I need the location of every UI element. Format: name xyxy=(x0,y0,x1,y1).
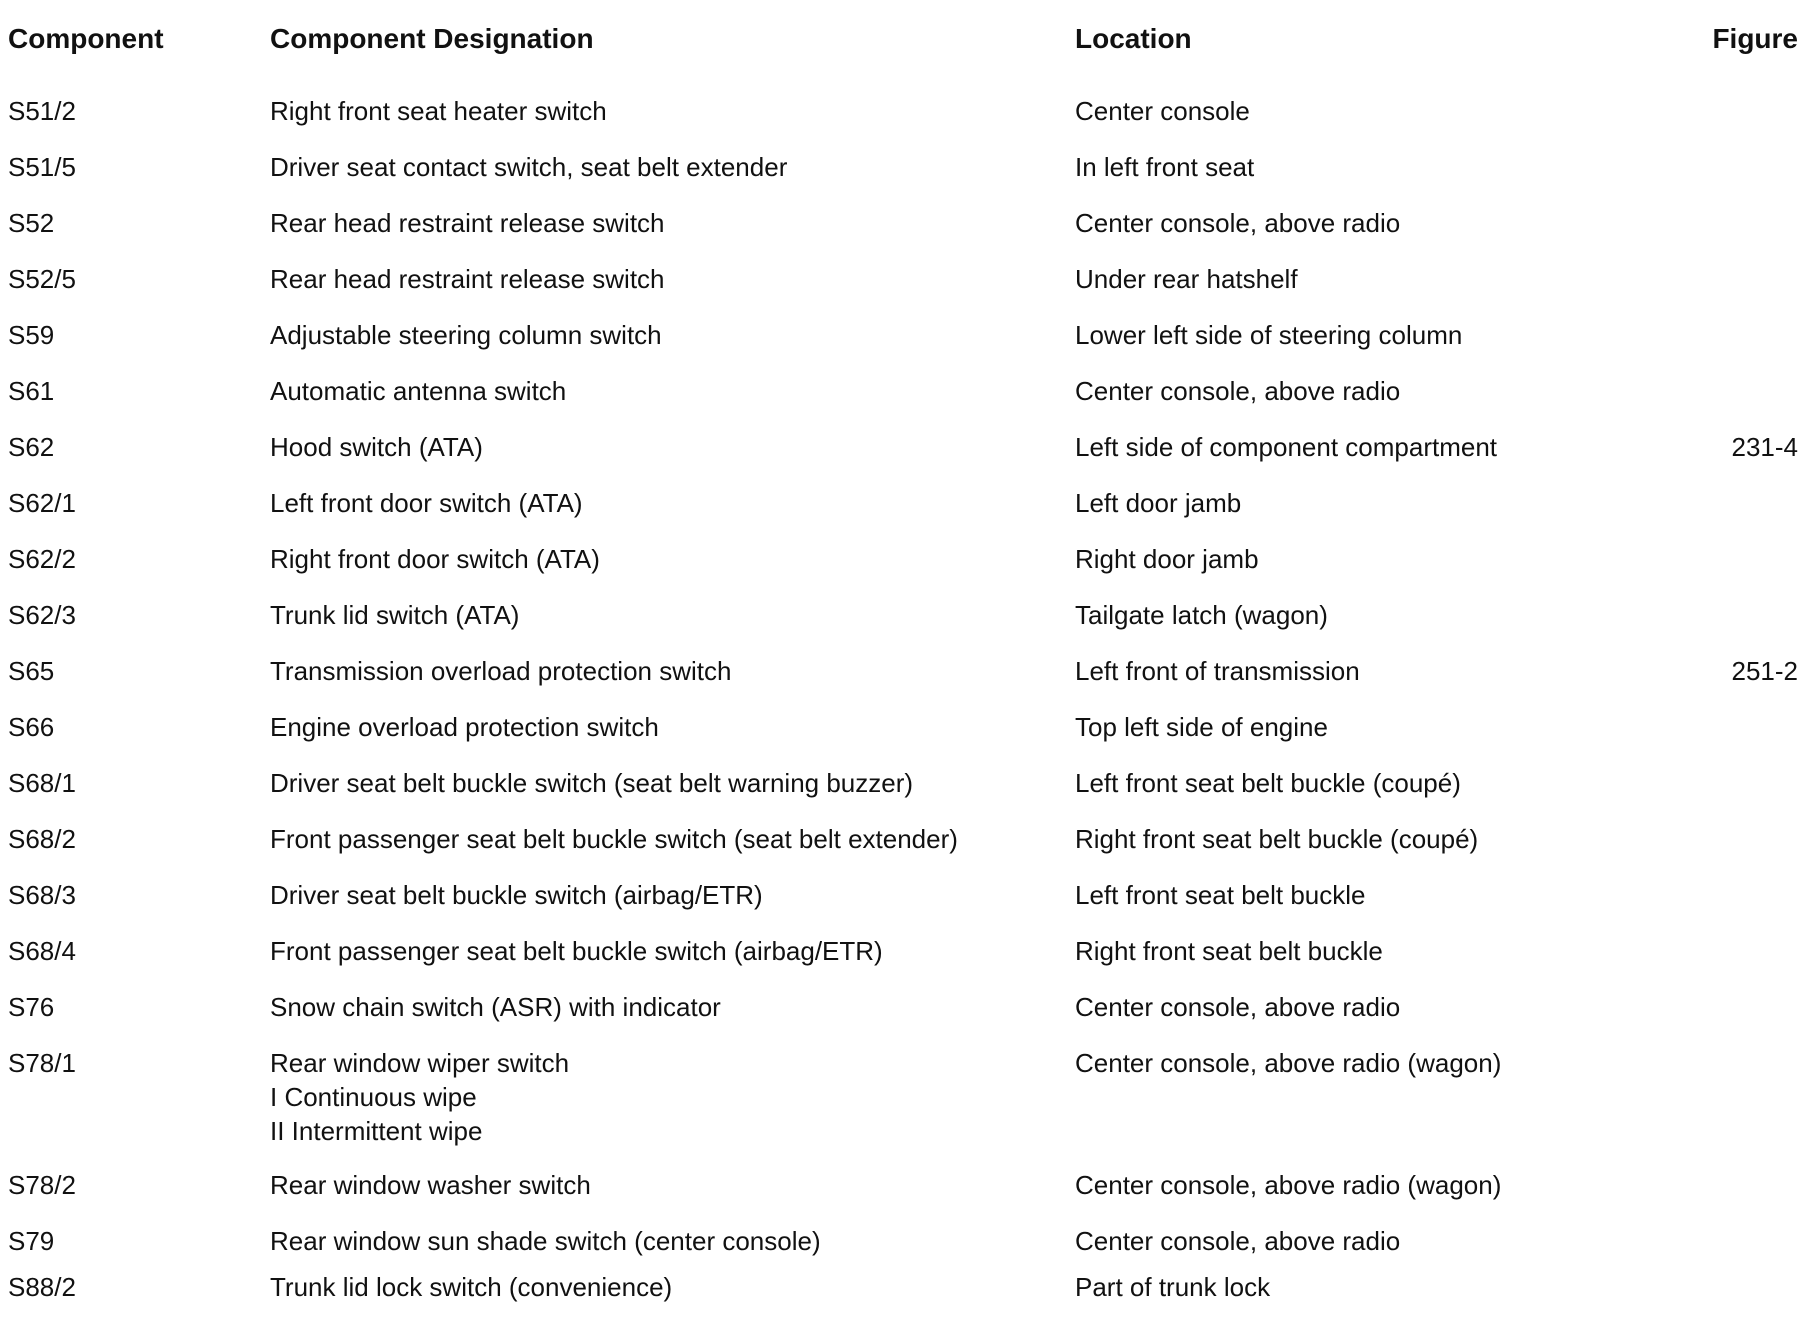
table-row xyxy=(0,94,1810,150)
component-location: Center console, above radio xyxy=(1075,208,1401,238)
component-location: Center console, above radio xyxy=(1075,1226,1401,1256)
component-location: Center console, above radio (wagon) xyxy=(1075,1048,1502,1078)
designation-line: Rear window wiper switch xyxy=(270,1048,570,1078)
table-row xyxy=(0,318,1810,374)
component-designation: Driver seat belt buckle switch (seat belt warning buzzer) xyxy=(270,768,914,798)
component-location: Left front seat belt buckle (coupé) xyxy=(1075,768,1461,798)
component-code: S62/1 xyxy=(8,488,76,518)
component-location: Part of trunk lock xyxy=(1075,1272,1271,1302)
table-row xyxy=(0,542,1810,598)
component-designation: Transmission overload protection switch xyxy=(270,656,732,686)
component-designation: Driver seat belt buckle switch (airbag/ETR) xyxy=(270,880,763,910)
table-row xyxy=(0,598,1810,654)
component-code: S76 xyxy=(8,992,55,1022)
table-row xyxy=(0,1270,1810,1326)
table-row xyxy=(0,1168,1810,1224)
component-code: S78/1 xyxy=(8,1048,76,1078)
component-location: In left front seat xyxy=(1075,152,1255,182)
component-location: Center console, above radio xyxy=(1075,992,1401,1022)
component-code: S66 xyxy=(8,712,55,742)
designation-line: I Continuous wipe xyxy=(270,1082,477,1112)
component-location: Left front seat belt buckle xyxy=(1075,880,1366,910)
component-location: Top left side of engine xyxy=(1075,712,1328,742)
component-designation xyxy=(270,1046,569,1148)
component-location: Center console xyxy=(1075,96,1250,126)
component-designation: Rear head restraint release switch xyxy=(270,208,665,238)
table-row xyxy=(0,710,1810,766)
header-figure: Figure xyxy=(1712,23,1798,54)
component-designation: Right front seat heater switch xyxy=(270,96,607,126)
component-code: S68/3 xyxy=(8,880,76,910)
component-location: Center console, above radio xyxy=(1075,376,1401,406)
component-designation: Front passenger seat belt buckle switch (airbag/ETR) xyxy=(270,936,883,966)
component-code: S88/2 xyxy=(8,1272,76,1302)
component-location: Tailgate latch (wagon) xyxy=(1075,600,1328,630)
component-code: S62/3 xyxy=(8,600,76,630)
table-row xyxy=(0,374,1810,430)
header-component: Component xyxy=(8,23,164,54)
header-designation: Component Designation xyxy=(270,23,594,54)
figure-ref: 251-2 xyxy=(1731,656,1798,686)
table-row xyxy=(0,934,1810,990)
component-designation: Driver seat contact switch, seat belt extender xyxy=(270,152,788,182)
component-designation: Trunk lid lock switch (convenience) xyxy=(270,1272,673,1302)
component-designation: Rear window sun shade switch (center console) xyxy=(270,1226,821,1256)
component-designation: Automatic antenna switch xyxy=(270,376,567,406)
figure-ref: 231-4 xyxy=(1731,432,1798,462)
component-code: S61 xyxy=(8,376,55,406)
component-location: Right door jamb xyxy=(1075,544,1259,574)
component-designation: Rear window washer switch xyxy=(270,1170,591,1200)
component-code: S78/2 xyxy=(8,1170,76,1200)
table-row xyxy=(0,206,1810,262)
table-row xyxy=(0,654,1810,710)
component-location: Left side of component compartment xyxy=(1075,432,1498,462)
table-row xyxy=(0,262,1810,318)
table-row xyxy=(0,990,1810,1046)
component-code: S68/1 xyxy=(8,768,76,798)
table-row xyxy=(0,878,1810,934)
header-location: Location xyxy=(1075,23,1192,54)
designation-line: II Intermittent wipe xyxy=(270,1116,483,1146)
component-location: Right front seat belt buckle (coupé) xyxy=(1075,824,1479,854)
component-designation: Right front door switch (ATA) xyxy=(270,544,600,574)
component-code: S62/2 xyxy=(8,544,76,574)
component-location: Right front seat belt buckle xyxy=(1075,936,1383,966)
component-designation: Rear head restraint release switch xyxy=(270,264,665,294)
component-designation: Hood switch (ATA) xyxy=(270,432,483,462)
component-code: S52/5 xyxy=(8,264,76,294)
component-code: S52 xyxy=(8,208,55,238)
component-code: S59 xyxy=(8,320,55,350)
component-code: S51/5 xyxy=(8,152,76,182)
component-designation: Adjustable steering column switch xyxy=(270,320,662,350)
table-row xyxy=(0,766,1810,822)
component-code: S65 xyxy=(8,656,55,686)
component-designation: Trunk lid switch (ATA) xyxy=(270,600,520,630)
component-designation: Left front door switch (ATA) xyxy=(270,488,583,518)
component-location: Left front of transmission xyxy=(1075,656,1360,686)
component-code: S68/4 xyxy=(8,936,76,966)
component-code: S79 xyxy=(8,1226,55,1256)
table-row xyxy=(0,822,1810,878)
table-row xyxy=(0,486,1810,542)
component-location: Lower left side of steering column xyxy=(1075,320,1463,350)
table-row xyxy=(0,430,1810,486)
component-code: S68/2 xyxy=(8,824,76,854)
table-row xyxy=(0,150,1810,206)
component-location: Left door jamb xyxy=(1075,488,1242,518)
component-designation: Snow chain switch (ASR) with indicator xyxy=(270,992,721,1022)
component-designation: Front passenger seat belt buckle switch (seat belt extender) xyxy=(270,824,958,854)
component-location: Under rear hatshelf xyxy=(1075,264,1298,294)
component-location: Center console, above radio (wagon) xyxy=(1075,1170,1502,1200)
table-row xyxy=(0,1046,1810,1166)
component-code: S51/2 xyxy=(8,96,76,126)
component-designation: Engine overload protection switch xyxy=(270,712,659,742)
component-code: S62 xyxy=(8,432,55,462)
